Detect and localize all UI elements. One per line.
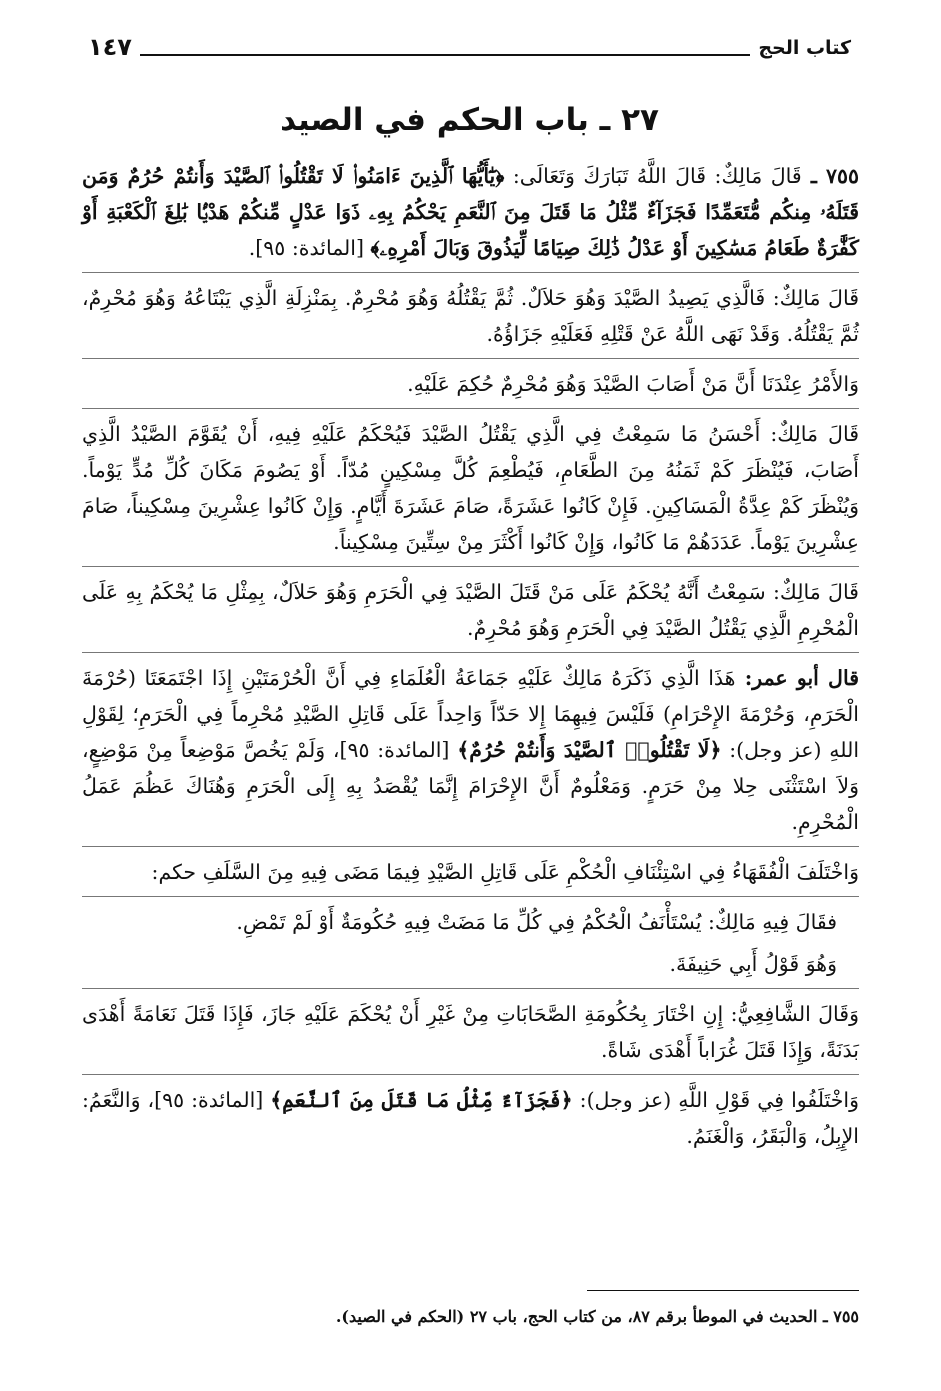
quran-verse: ﴿لَا تَقْتُلُوا۟ ٱلصَّيْدَ وَأَنتُمْ حُرُمٌ﴾ [457,738,722,762]
speaker-label: قال أبو عمر: [735,666,859,690]
book-title: كتاب الحج [758,37,851,59]
chapter-title: ٢٧ ـ باب الحكم في الصيد [280,102,659,138]
text-span: وَهُوَ قَوْلُ أَبِي حَنِيفَةَ. [669,952,837,976]
paragraph-shafii [82,996,859,1075]
page-number: ١٤٧ [88,33,132,61]
text-span: وَاخْتَلَفُوا فِي قَوْلِ اللَّهِ (عز وجل): [572,1088,859,1112]
text-span: هَذَا الَّذِي ذَكَرَهُ مَالِكٌ عَلَيْهِ جَمَاعَةُ الْعُلَمَاءِ فِي أَنَّ الْحُرْمَتَيْنِ إِذَا اجْتَمَعَتَا (حُرْمَةَ الْحَرَمِ، وَحُرْمَةَ الإِحْرَامِ) فَلَيْسَ فِيهِمَا إِلا حَدّاً وَاحِداً عَلَى قَاتِلِ الصَّيْدِ مُحْرِماً فِي الْحَرَمِ؛ لِقَوْلِ اللهِ (عز وجل): [82,666,860,762]
paragraph-malik-4 [82,574,859,653]
paragraph-malik-1 [82,280,859,359]
paragraph-malik-3 [82,416,859,567]
paragraph-malik-opinion [82,904,859,946]
paragraph-abu-hanifa [82,946,859,989]
footnote: ٧٥٥ ـ الحديث في الموطأ برقم ٨٧، من كتاب الحج، باب ٢٧ (الحكم في الصيد). [335,1307,859,1326]
running-header [88,28,851,62]
paragraph-malik-2 [82,366,859,409]
text-span: قَالَ مَالِكٌ: قَالَ اللَّهُ تَبَارَكَ وَتَعَالَى: [504,164,802,188]
text-span: [المائدة: ٩٥]، وَلَمْ يَخُصَّ مَوْضِعاً مِنْ مَوْضِعٍ، وَلاَ اسْتَثْنَى حِلا مِنْ حَرَمٍ. وَمَعْلُومٌ أَنَّ الإِحْرَامَ إِنَّمَا يُقْصَدُ بِهِ إِلَى الْحَرَمِ وَهُنَاكَ عَظُمَ عَمَلُ الْمُحْرِمِ. [82,738,859,834]
text-span: وَالأَمْرُ عِنْدَنَا أَنَّ مَنْ أَصَابَ الصَّيْدَ وَهُوَ مُحْرِمٌ حُكِمَ عَلَيْهِ. [407,372,859,396]
text-span: وَقَالَ الشَّافِعِيُّ: إِنِ اخْتَارَ بِحُكُومَةِ الصَّحَابَاتِ مِنْ غَيْرِ أَنْ يُحْكَمَ عَلَيْهِ جَازَ، فَإِذَا قَتَلَ نَعَامَةً أَهْدَى بَدَنَةً، وَإِذَا قَتَلَ غُرَاباً أَهْدَى شَاةً. [82,1002,859,1062]
text-span: قَالَ مَالِكٌ: فَالَّذِي يَصِيدُ الصَّيْدَ وَهُوَ حَلاَلٌ. ثُمَّ يَقْتُلُهُ وَهُوَ مُحْرِمٌ. بِمَنْزِلَةِ الَّذِي يَبْتَاعُهُ وَهُوَ مُحْرِمٌ، ثُمَّ يَقْتُلُهُ. وَقَدْ نَهَى اللَّهُ عَنْ قَتْلِهِ فَعَلَيْهِ جَزَاؤُهُ. [82,286,859,346]
paragraph-hadith-755 [82,158,859,273]
paragraph-fuqaha [82,854,859,897]
verse-reference: [المائدة: ٩٥]. [248,236,371,260]
paragraph-naam [82,1082,859,1160]
text-span: قَالَ مَالِكٌ: سَمِعْتُ أَنَّهُ يُحْكَمُ عَلَى مَنْ قَتَلَ الصَّيْدَ فِي الْحَرَمِ وَهُوَ حَلاَلٌ، بِمِثْلِ مَا يُحْكَمُ بِهِ عَلَى الْمُحْرِمِ الَّذِي يَقْتُلُ الصَّيْدَ فِي الْحَرَمِ وَهُوَ مُحْرِمٌ. [82,580,859,640]
body-text [82,158,859,1167]
text-span: فقَالَ فِيهِ مَالِكٌ: يُسْتَأْنَفُ الْحُكْمُ فِي كُلِّ مَا مَضَتْ فِيهِ حُكُومَةٌ أَوْ لَمْ تَمْضِ. [236,910,837,934]
text-span: [المائدة: ٩٥]، وَالنَّعَمُ: الإِبِلُ، وَالْبَقَرُ، وَالْغَنَمُ. [82,1088,859,1148]
text-span: وَاخْتَلَفَ الْفُقَهَاءُ فِي اسْتِئْنَافِ الْحُكْمِ عَلَى قَاتِلِ الصَّيْدِ فِيمَا مَضَى فِيهِ مِنَ السَّلَفِ حكم: [151,860,859,884]
hadith-number: ٧٥٥ ـ [801,164,860,188]
footnote-rule [587,1290,859,1291]
header-rule [140,54,750,56]
text-span: قَالَ مَالِكٌ: أَحْسَنُ مَا سَمِعْتُ فِي الَّذِي يَقْتُلُ الصَّيْدَ فَيُحْكَمُ عَلَيْهِ فِيهِ، أَنْ يُقَوَّمَ الصَّيْدُ الَّذِي أَصَابَ، فَيُنْظَرَ كَمْ ثَمَنُهُ مِنَ الطَّعَامِ، فَيُطْعِمَ كُلَّ مِسْكِينٍ مُدّاً. أَوْ يَصُومَ مَكَانَ كُلِّ مُدٍّ يَوْماً. وَيُنْظَرَ كَمْ عِدَّةُ الْمَسَاكِينِ. فَإِنْ كَانُوا عَشَرَةً، صَامَ عَشَرَةَ أَيَّامٍ. وَإِنْ كَانُوا عِشْرِينَ مِسْكِيناً، صَامَ عِشْرِينَ يَوْماً. عَدَدَهُمْ مَا كَانُوا، وَإِنْ كَانُوا أَكْثَرَ مِنْ سِتِّينَ مِسْكِيناً. [82,422,859,554]
quran-verse: ﴿يَٰٓأَيُّهَا ٱلَّذِينَ ءَامَنُوا۟ لَا تَقْتُلُوا۟ ٱلصَّيْدَ وَأَنتُمْ حُرُمٌ وَمَن قَتَلَهُۥ مِنكُم مُّتَعَمِّدًا فَجَزَآءٌ مِّثْلُ مَا قَتَلَ مِنَ ٱلنَّعَمِ يَحْكُمُ بِهِۦ ذَوَا عَدْلٍ مِّنكُمْ هَدْيًۢا بَٰلِغَ ٱلْكَعْبَةِ أَوْ كَفَّٰرَةٌ طَعَامُ مَسَٰكِينَ أَوْ عَدْلُ ذَٰلِكَ صِيَامًا لِّيَذُوقَ وَبَالَ أَمْرِهِۦ﴾ [82,164,859,260]
paragraph-abu-umar [82,660,859,847]
quran-verse: ﴿فَجَزَآءٌ مِّثْلُ مَا قَتَلَ مِنَ ٱلنَّعَمِ﴾ [270,1088,573,1112]
